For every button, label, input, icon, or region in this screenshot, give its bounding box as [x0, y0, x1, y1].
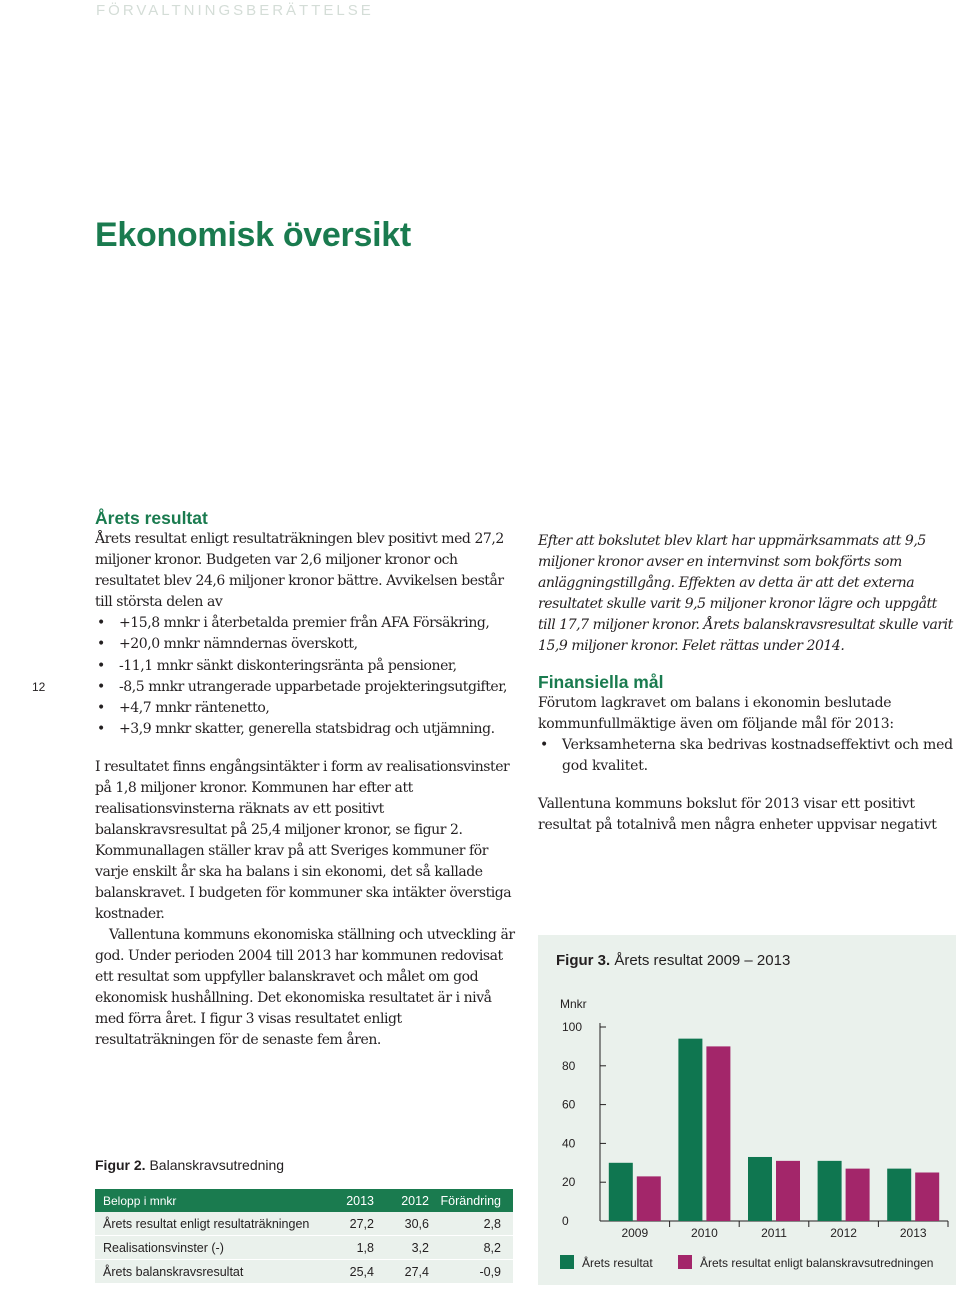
left-column — [95, 507, 515, 1051]
list-item: • Verksamheterna ska bedrivas kostnadseffektivt och med god kvalitet. — [538, 735, 958, 778]
table-cell: Årets balanskravsresultat — [103, 1264, 244, 1279]
finansiella-mal-intro: Förutom lagkravet om balans i ekonomin beslutade kommunfullmäktige även om följande mål för 2013: — [538, 695, 894, 732]
bar-2011-series-2 — [776, 1161, 800, 1221]
y-tick-label: 60 — [562, 1097, 576, 1112]
legend-swatch-series-1 — [560, 1255, 574, 1269]
bar-2009-series-2 — [637, 1176, 661, 1221]
x-tick-label: 2012 — [830, 1226, 857, 1240]
figure3-chart — [538, 935, 956, 1285]
arets-resultat-intro: Årets resultat enligt resultaträkningen blev positivt med 27,2 miljoner kronor. Budgeten var 2,6 miljoner kronor och resultatet blev 24,6 miljoner kronor bättre. Avvikelsen består till största delen av — [95, 531, 504, 610]
list-item: • +15,8 mnkr i återbetalda premier från AFA Försäkring, — [95, 613, 515, 634]
list-item: • +3,9 mnkr skatter, generella statsbidrag och utjämning. — [95, 719, 515, 740]
table-cell: 1,8 — [356, 1240, 374, 1255]
page-number: 12 — [32, 680, 46, 694]
y-tick-label: 20 — [562, 1175, 576, 1190]
chart-title-text: Årets resultat 2009 – 2013 — [614, 952, 791, 969]
list-item: • +20,0 mnkr nämndernas överskott, — [95, 634, 515, 655]
avvikelse-list — [95, 613, 515, 741]
y-tick-label: 100 — [562, 1020, 583, 1034]
table-cell: 8,2 — [483, 1240, 501, 1255]
bar-2012-series-1 — [818, 1161, 842, 1221]
x-tick-label: 2010 — [691, 1226, 718, 1240]
finansiella-mal-heading: Finansiella mål — [538, 672, 664, 692]
table-header — [95, 1189, 513, 1212]
figure2-label: Figur 2. — [95, 1157, 146, 1173]
figure2-caption — [95, 1157, 284, 1173]
bar-2011-series-1 — [748, 1157, 772, 1221]
bar-2012-series-2 — [846, 1169, 870, 1221]
table-cell: 25,4 — [349, 1264, 374, 1279]
legend-swatch-series-2 — [678, 1255, 692, 1269]
legend-label-series-2: Årets resultat enligt balanskravsutredningen — [700, 1256, 934, 1270]
y-tick-label: 40 — [562, 1136, 576, 1151]
list-item: • -11,1 mnkr sänkt diskonteringsränta på pensioner, — [95, 656, 515, 677]
bokslut-paragraph: Vallentuna kommuns bokslut för 2013 visar ett positivt resultat på totalnivå men några enheter uppvisar negativt — [538, 795, 937, 833]
bar-2013-series-1 — [887, 1169, 911, 1221]
column-header: Förändring — [440, 1193, 501, 1208]
list-item: • +4,7 mnkr räntenetto, — [95, 698, 515, 719]
right-column — [538, 531, 958, 836]
legend-label-series-1: Årets resultat — [582, 1256, 653, 1270]
correction-note: Efter att bokslutet blev klart har uppmärksammats att 9,5 miljoner kronor avser en internvinst som bokförts som anläggningstillgång. Effekten av detta är att det externa resultatet skulle varit 9,5 miljoner kronor lägre och uppgått till 17,7 miljoner kronor. Årets balanskravsresultat skulle varit 15,9 miljoner kronor. Felet rättas under 2014. — [538, 533, 953, 654]
column-header: Belopp i mnkr — [103, 1193, 177, 1208]
table-cell: 2,8 — [483, 1216, 501, 1231]
y-tick-label: 80 — [562, 1058, 576, 1073]
table-row — [95, 1260, 513, 1284]
column-header: 2013 — [346, 1193, 374, 1208]
bar-2013-series-2 — [915, 1173, 939, 1222]
arets-resultat-heading: Årets resultat — [95, 508, 208, 528]
table-cell: Årets resultat enligt resultaträkningen — [103, 1216, 310, 1231]
chart-title — [556, 952, 790, 969]
table-cell: 27,2 — [349, 1216, 374, 1231]
table-cell: 30,6 — [404, 1216, 429, 1231]
y-tick-label: 0 — [562, 1214, 569, 1228]
list-item: • -8,5 mnkr utrangerade upparbetade projekteringsutgifter, — [95, 677, 515, 698]
bar-2009-series-1 — [609, 1163, 633, 1221]
x-tick-label: 2011 — [761, 1226, 787, 1240]
balanskrav-table — [95, 1189, 513, 1284]
realisationsvinster-paragraph: I resultatet finns engångsintäkter i form av realisationsvinster på 1,8 miljoner kronor. Kommunen har efter att realisationsvinsterna räknats av ett positivt balanskravsresultat på 25,4 miljoner kronor, se figur 2. Kommunallagen ställer krav på att Sveriges kommuner för varje enskilt år ska ha balans i sin ekonomi, det så kallade balanskravet. I budgeten för kommuner ska intäkter överstiga kostnader. — [95, 758, 512, 922]
page-title: Ekonomisk översikt — [95, 216, 411, 254]
table-cell: 27,4 — [404, 1264, 429, 1279]
figure2-title: Balanskravsutredning — [149, 1157, 285, 1173]
chart-figure-label: Figur 3. — [556, 952, 615, 969]
finansiella-mal-list — [538, 735, 958, 778]
bar-2010-series-2 — [706, 1046, 730, 1221]
column-header: 2012 — [401, 1193, 429, 1208]
stallning-paragraph: Vallentuna kommuns ekonomiska ställning och utveckling är god. Under perioden 2004 till 2013 har kommunen redovisat ett resultat som uppfyller balanskravet och målet om god ekonomisk hushållning. Det ekonomiska resultatet är i nivå med förra året. I figur 3 visas resultatet enligt resultaträkningen för de senaste fem åren. — [95, 926, 515, 1048]
table-row — [95, 1212, 513, 1236]
table-cell: 3,2 — [411, 1240, 429, 1255]
bar-2010-series-1 — [678, 1039, 702, 1221]
y-axis-label: Mnkr — [560, 997, 587, 1011]
section-label: FÖRVALTNINGSBERÄTTELSE — [96, 2, 374, 19]
x-tick-label: 2009 — [621, 1226, 649, 1240]
table-cell: -0,9 — [479, 1264, 501, 1279]
x-tick-label: 2013 — [899, 1226, 927, 1240]
table-cell: Realisationsvinster (-) — [103, 1240, 224, 1255]
figure3-panel — [538, 935, 956, 1285]
table-row — [95, 1236, 513, 1260]
